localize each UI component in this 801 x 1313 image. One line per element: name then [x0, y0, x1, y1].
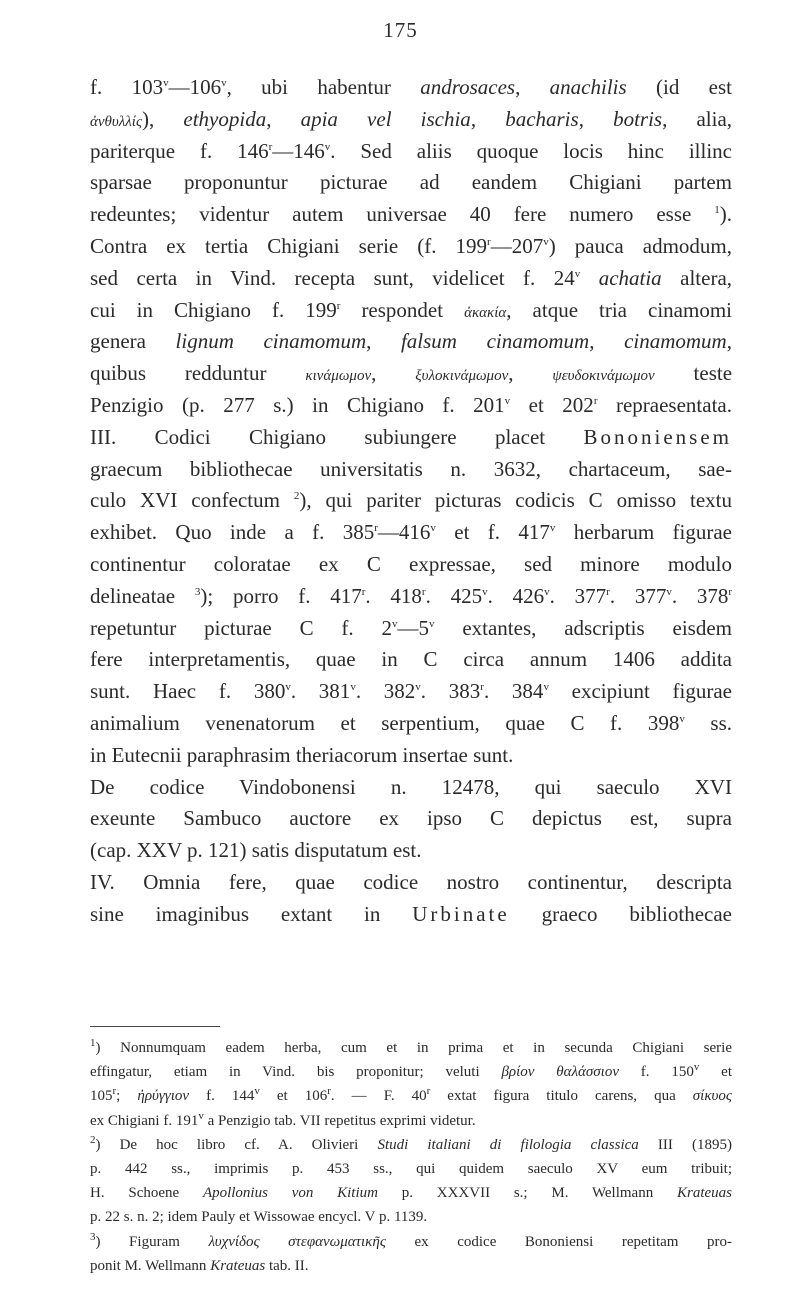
italic-term: lignum cinamomum — [175, 329, 367, 354]
text-line — [90, 136, 732, 168]
text-run: genera — [90, 329, 176, 354]
greek-term: ξυλοκινάμωμον — [415, 368, 509, 385]
text-line — [90, 708, 732, 740]
superscript: r — [268, 140, 273, 153]
superscript: 1 — [90, 1037, 96, 1049]
text-run: . Sed aliis quoque locis hinc illinc — [330, 138, 732, 163]
text-run: —146 — [272, 138, 325, 163]
text-run: et 202 — [510, 392, 594, 417]
text-run: graecum bibliothecae universitatis n. 3632, chartaceum, sae- — [90, 456, 732, 481]
italic-term: falsum cinamomum — [400, 329, 590, 354]
superscript: v — [574, 267, 581, 280]
text-run: altera, — [661, 265, 732, 290]
text-run: p. 22 s. n. 2; idem Pauly et Wissowae encycl. V p. 1139. — [90, 1209, 428, 1226]
text-run: . 377 — [609, 583, 667, 608]
footnote-line — [90, 1254, 732, 1278]
text-line — [90, 167, 732, 199]
footnotes — [90, 1036, 732, 1278]
page-number: 175 — [383, 18, 418, 42]
text-run: Penzigio (p. 277 s.) in Chigiano f. 201 — [90, 392, 505, 417]
text-line — [90, 358, 732, 390]
text-line — [90, 72, 732, 104]
main-text — [90, 72, 732, 931]
superscript: r — [361, 585, 366, 598]
text-line — [90, 517, 732, 549]
greek-term: ἠρύγγιον — [137, 1088, 190, 1105]
text-line — [90, 803, 732, 835]
superscript: r — [374, 522, 378, 535]
superscript: v — [666, 585, 672, 598]
text-run: ). — [719, 202, 732, 227]
superscript: 2 — [90, 1133, 96, 1146]
text-run: , ubi habentur — [226, 75, 421, 99]
text-run: , — [515, 75, 550, 99]
text-run: cui in Chigiano f. 199 — [90, 297, 337, 322]
text-run: , — [589, 329, 625, 354]
text-line — [90, 676, 732, 708]
superscript: r — [336, 299, 341, 312]
spaced-term: Bononiensem — [583, 424, 732, 449]
text-line — [90, 549, 732, 581]
text-run: ponit M. Wellmann — [90, 1257, 211, 1274]
footnote-line — [90, 1060, 732, 1084]
text-run: et 106 — [259, 1088, 328, 1105]
text-run: , — [508, 361, 553, 386]
text-line — [90, 231, 732, 263]
text-run: herbarum figurae — [555, 520, 732, 545]
superscript: r — [593, 394, 598, 407]
superscript: v — [350, 681, 356, 694]
greek-term: ἀνθυλλίς — [90, 113, 143, 130]
text-run: p. XXXVII s.; M. Wellmann — [377, 1185, 677, 1202]
text-run: ) Figuram — [95, 1233, 209, 1250]
italic-term: bacharis — [505, 106, 579, 131]
text-run: (id est — [626, 75, 732, 99]
italic-term: achatia — [598, 265, 662, 290]
text-run: pariterque f. 146 — [90, 138, 269, 163]
greek-term: κινάμωμον — [305, 368, 372, 385]
text-run: teste — [654, 361, 732, 386]
text-line — [90, 613, 732, 645]
footnote-line — [90, 1133, 732, 1157]
text-run: extat figura titulo carens, qua — [430, 1088, 693, 1105]
superscript: r — [421, 585, 426, 598]
greek-term: βρίον θαλάσσιον — [501, 1064, 619, 1081]
greek-term: ψευδοκινάμωμον — [552, 368, 655, 385]
text-run: graeco bibliothecae — [509, 901, 732, 926]
superscript: v — [679, 712, 685, 725]
text-run: culo XVI confectum — [90, 488, 294, 513]
text-run: , — [726, 329, 732, 354]
superscript: v — [221, 77, 227, 89]
superscript: r — [606, 585, 610, 598]
text-run: ss. — [684, 710, 732, 735]
superscript: r — [480, 681, 484, 694]
superscript: v — [482, 585, 488, 598]
text-line — [90, 644, 732, 676]
text-run: , alia, — [662, 106, 732, 131]
text-run: sparsae proponuntur picturae ad eandem Chigiani partem — [90, 170, 732, 195]
italic-term: botris — [613, 106, 663, 131]
text-line — [90, 454, 732, 486]
superscript: v — [163, 77, 169, 89]
superscript: v — [549, 522, 556, 535]
text-run: —5 — [397, 615, 429, 640]
superscript: v — [415, 681, 421, 694]
text-run: extantes, adscriptis eisdem — [434, 615, 732, 640]
text-run: . 381 — [290, 679, 351, 704]
text-run: delineatae — [90, 583, 195, 608]
text-run: (cap. XXV p. 121) satis disputatum est. — [90, 838, 422, 863]
superscript: v — [693, 1061, 700, 1074]
text-run: . 378 — [671, 583, 729, 608]
text-run: repraesentata. — [597, 392, 732, 417]
footnote-line — [90, 1109, 732, 1133]
text-run: , — [578, 106, 614, 131]
text-line — [90, 422, 732, 454]
text-line — [90, 263, 732, 295]
text-run: . 425 — [425, 583, 483, 608]
superscript: v — [324, 140, 331, 153]
text-run: fere interpretamentis, quae in C circa annum 1406 addita — [90, 647, 732, 672]
text-run: . 426 — [487, 583, 545, 608]
footnote-separator — [90, 1026, 220, 1027]
text-run: , — [266, 106, 301, 131]
text-run: , — [366, 329, 401, 354]
text-run: De codice Vindobonensi n. 12478, qui saeculo XVI — [90, 774, 732, 799]
superscript: v — [543, 681, 549, 694]
text-run: f. 103 — [90, 75, 164, 99]
superscript: 2 — [293, 490, 300, 503]
text-run: . — F. 40 — [330, 1088, 427, 1105]
text-run: ex Chigiani f. 191 — [90, 1112, 199, 1129]
text-run: ; — [116, 1088, 138, 1105]
text-run: exhibet. Quo inde a f. 385 — [90, 520, 375, 545]
text-run: quibus redduntur — [90, 361, 306, 386]
italic-term: ethyopida — [183, 106, 267, 131]
superscript: v — [543, 235, 549, 248]
text-line — [90, 772, 732, 804]
italic-term: Krateuas — [210, 1257, 266, 1274]
italic-term: cinamomum — [624, 329, 727, 354]
italic-term: androsaces — [420, 75, 516, 99]
text-run: III. Codici Chigiano subiungere placet — [90, 424, 584, 449]
text-run: animalium venenatorum et serpentium, quae C f. 398 — [90, 710, 680, 735]
footnote-line — [90, 1230, 732, 1254]
text-run: . 418 — [365, 583, 422, 608]
text-run: . 383 — [420, 679, 481, 704]
italic-term: Krateuas — [676, 1185, 732, 1202]
superscript: v — [544, 585, 550, 598]
superscript: 3 — [90, 1230, 96, 1243]
text-run: p. 442 ss., imprimis p. 453 ss., qui quidem saeculo XV eum tribuit; — [90, 1160, 732, 1177]
greek-term: σίκυος — [692, 1088, 732, 1105]
superscript: v — [285, 681, 291, 694]
text-run: ) Nonnumquam eadem herba, cum et in prima et in secunda Chigiani serie — [95, 1040, 732, 1056]
spaced-term: Urbinate — [412, 901, 510, 926]
text-run: sine imaginibus extant in — [90, 901, 413, 926]
superscript: v — [391, 617, 398, 630]
text-run: III (1895) — [638, 1136, 732, 1153]
text-run: IV. Omnia fere, quae codice nostro continentur, descripta — [90, 869, 732, 894]
text-run: f. 150 — [618, 1064, 694, 1081]
superscript: 3 — [194, 585, 201, 598]
text-run: Contra ex tertia Chigiani serie (f. 199 — [90, 233, 488, 258]
text-run: effingatur, etiam in Vind. bis proponitur; veluti — [90, 1064, 502, 1081]
superscript: r — [112, 1085, 117, 1098]
text-run: repetuntur picturae C f. 2 — [90, 615, 392, 640]
footnote-line — [90, 1084, 732, 1108]
italic-term: apia vel ischia — [300, 106, 471, 131]
text-run — [580, 266, 598, 290]
italic-term: anachilis — [549, 75, 627, 99]
text-run: . 377 — [549, 583, 607, 608]
text-run: tab. II. — [265, 1257, 309, 1274]
text-run: ) De hoc libro cf. A. Olivieri — [95, 1136, 378, 1153]
text-line — [90, 485, 732, 517]
text-run: redeuntes; videntur autem universae 40 fere numero esse — [90, 202, 715, 227]
footnote-line — [90, 1036, 732, 1060]
text-run: in Eutecnii paraphrasim theriacorum insertae sunt. — [90, 742, 514, 767]
text-run: ex codice Bononiensi repetitam pro- — [385, 1233, 732, 1250]
text-run: ), — [142, 106, 184, 131]
text-run: et — [699, 1064, 732, 1081]
superscript: r — [426, 1085, 431, 1098]
text-line — [90, 390, 732, 422]
superscript: r — [487, 235, 491, 248]
footnote-line — [90, 1181, 732, 1205]
text-run: f. 144 — [189, 1088, 255, 1105]
superscript: r — [728, 585, 732, 598]
greek-term: ἀκακία — [464, 304, 507, 321]
text-run: , atque tria cinamomi — [506, 297, 732, 322]
superscript: 1 — [714, 204, 720, 217]
text-run: —207 — [490, 233, 544, 258]
text-run: ); porro f. 417 — [200, 583, 362, 608]
text-line — [90, 199, 732, 231]
superscript: v — [430, 522, 436, 535]
superscript: v — [428, 617, 435, 630]
text-line — [90, 295, 732, 327]
footnote-line — [90, 1205, 732, 1229]
text-run: —416 — [377, 520, 431, 545]
greek-term: λυχνίδος στεφανωματικῆς — [208, 1233, 386, 1250]
text-line — [90, 835, 732, 867]
text-line — [90, 899, 732, 931]
text-run: 105 — [90, 1088, 113, 1105]
text-line — [90, 740, 732, 772]
text-run: ) pauca admodum, — [548, 233, 732, 258]
text-run: sed certa in Vind. recepta sunt, videlicet f. 24 — [90, 265, 575, 290]
text-run: , — [371, 361, 416, 386]
text-line — [90, 867, 732, 899]
text-run: . 382 — [355, 679, 416, 704]
text-run: continentur coloratae ex C expressae, sed minore modulo — [90, 551, 732, 576]
superscript: v — [504, 394, 511, 407]
superscript: v — [254, 1085, 260, 1098]
text-line — [90, 581, 732, 613]
footnote-line — [90, 1157, 732, 1181]
text-run: exeunte Sambuco auctore ex ipso C depictus est, supra — [90, 806, 732, 831]
text-run: . 384 — [483, 679, 544, 704]
superscript: r — [327, 1085, 331, 1098]
text-run: sunt. Haec f. 380 — [90, 679, 286, 704]
text-run: excipiunt figurae — [548, 679, 732, 704]
text-run: respondet — [340, 297, 465, 322]
text-run: H. Schoene — [90, 1185, 203, 1202]
text-line — [90, 104, 732, 136]
text-run: et f. 417 — [435, 520, 550, 545]
italic-term: Apollonius von Kitium — [202, 1185, 378, 1202]
text-line — [90, 326, 732, 358]
italic-term: Studi italiani di filologia classica — [377, 1136, 639, 1153]
text-run: a Penzigio tab. VII repetitus exprimi videtur. — [203, 1112, 476, 1129]
text-run: ), qui pariter picturas codicis C omisso textu — [299, 488, 732, 513]
superscript: v — [198, 1109, 204, 1122]
text-run: , — [470, 106, 506, 131]
text-run: —106 — [168, 75, 222, 99]
